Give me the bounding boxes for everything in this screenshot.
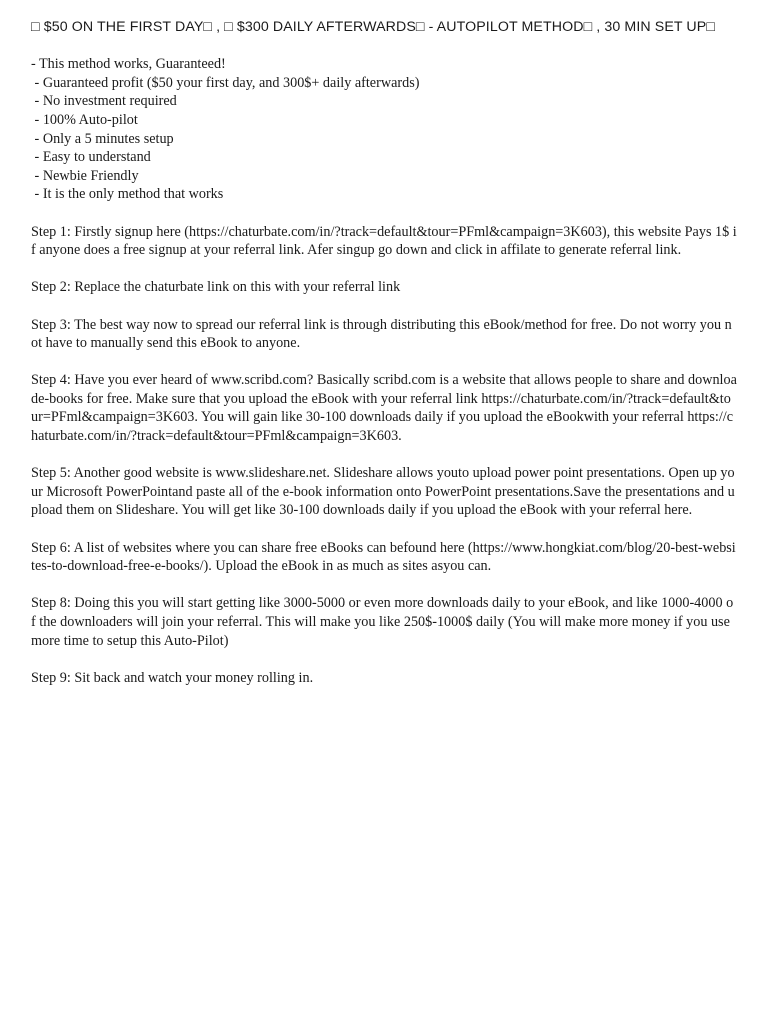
step-2: Step 2: Replace the chaturbate link on this with your referral link xyxy=(31,279,401,296)
spacer xyxy=(31,520,737,539)
document-page xyxy=(31,18,737,687)
feature-item: - It is the only method that works xyxy=(31,186,224,203)
document-title: □ $50 ON THE FIRST DAY□ , □ $300 DAILY AFTERWARDS□ - AUTOPILOT METHOD□ , 30 MIN SET UP□ xyxy=(31,19,716,35)
feature-item: - Guaranteed profit ($50 your first day, and 300$+ daily afterwards) xyxy=(31,74,420,91)
step-5: Step 5: Another good website is www.slideshare.net. Slideshare allows youto upload power point presentations. Open up your Microsoft PowerPointand paste all of the e-book information onto PowerPoint presentations.Save the presentations and upload them on Slideshare. You will get like 30-100 downloads daily if you upload the eBook with your referral here. xyxy=(31,465,735,519)
step-8: Step 8: Doing this you will start getting like 3000-5000 or even more downloads daily to your eBook, and like 1000-4000 of the downloaders will join your referral. This will make you like 250$-1000$ daily (You will make more money if you use more time to setup this Auto-Pilot) xyxy=(31,595,734,649)
feature-list xyxy=(31,55,737,204)
step-4: Step 4: Have you ever heard of www.scribd.com? Basically scribd.com is a website that allows people to share and downloade-books for free. Make sure that you upload the eBook with your referral link https://chaturbate.com/in/?track=default&tour=PFml&campaign=3K603. You will gain like 30-100 downloads daily if you upload the eBookwith your referral https://chaturbate.com/in/?track=default&tour=PFml&campaign=3K603. xyxy=(31,372,737,445)
spacer xyxy=(31,297,737,316)
step-1: Step 1: Firstly signup here (https://chaturbate.com/in/?track=default&tour=PFml&campaign=3K603), this website Pays 1$ if anyone does a free signup at your referral link. Afer singup go down and click in affilate to generate referral link. xyxy=(31,223,737,259)
spacer xyxy=(31,576,737,595)
spacer xyxy=(31,446,737,465)
feature-item: - Only a 5 minutes setup xyxy=(31,130,174,147)
spacer xyxy=(31,260,737,279)
feature-item: - This method works, Guaranteed! xyxy=(31,56,226,73)
feature-item: - Newbie Friendly xyxy=(31,167,139,184)
spacer xyxy=(31,37,737,56)
feature-item: - No investment required xyxy=(31,93,177,110)
spacer xyxy=(31,650,737,669)
step-9: Step 9: Sit back and watch your money rolling in. xyxy=(31,669,314,686)
spacer xyxy=(31,204,737,223)
step-6: Step 6: A list of websites where you can share free eBooks can befound here (https://www.hongkiat.com/blog/20-best-websites-to-download-free-e-books/). Upload the eBook in as much as sites asyou can. xyxy=(31,539,736,575)
feature-item: - Easy to understand xyxy=(31,149,151,166)
feature-item: - 100% Auto-pilot xyxy=(31,111,138,128)
spacer xyxy=(31,353,737,372)
step-3: Step 3: The best way now to spread our referral link is through distributing this eBook/method for free. Do not worry you not have to manually send this eBook to anyone. xyxy=(31,316,732,352)
